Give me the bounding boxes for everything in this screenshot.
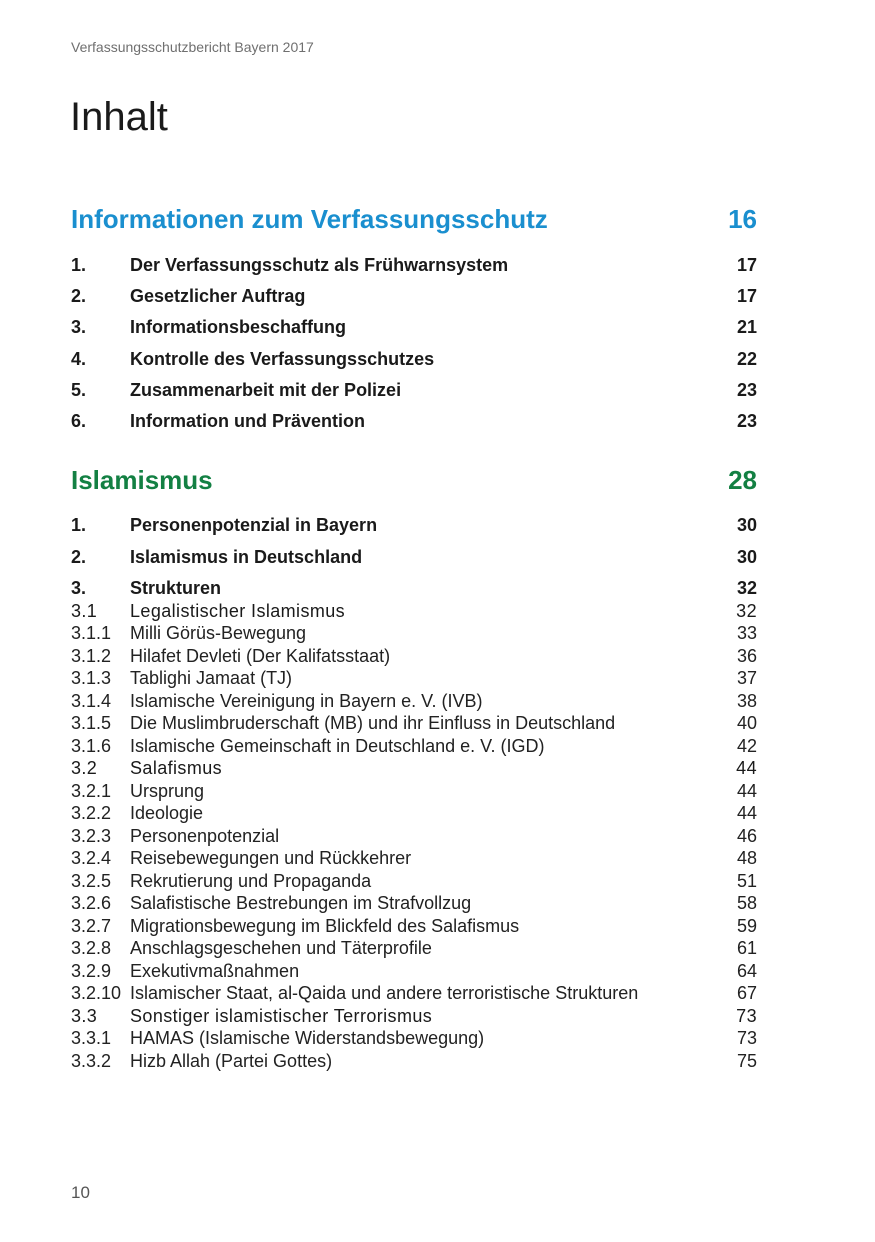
toc-entry-number: 3.1 (71, 601, 98, 621)
toc-entry-number: 3.1.4 (71, 691, 112, 711)
toc-entry-page: 33 (736, 623, 757, 643)
toc-entry[interactable] (71, 254, 757, 276)
toc-entry-number: 2. (71, 547, 87, 567)
toc-entry-number: 5. (71, 380, 87, 400)
section-title: Islamismus (71, 465, 213, 495)
toc-entry-number: 3.1.3 (71, 668, 112, 688)
toc-entry[interactable] (71, 645, 757, 667)
toc-entry[interactable] (71, 690, 757, 712)
toc-entry-page: 73 (736, 1028, 757, 1048)
toc-entry-title: Personenpotenzial (130, 826, 280, 846)
toc-entry-title: Der Verfassungsschutz als Frühwarnsystem (130, 255, 509, 275)
toc-entry-title: Islamismus in Deutschland (130, 547, 363, 567)
toc-entry-page: 59 (736, 916, 757, 936)
toc-entry-title: Anschlagsgeschehen und Täterprofile (130, 938, 432, 958)
toc-entry-page: 44 (736, 781, 757, 801)
toc-entry[interactable] (71, 1050, 757, 1072)
toc-entry-number: 3.1.2 (71, 646, 112, 666)
toc-entry[interactable] (71, 915, 757, 937)
toc-entry[interactable] (71, 316, 757, 338)
toc-entry-title: Personenpotenzial in Bayern (130, 515, 378, 535)
toc-entry-number: 3.2 (71, 758, 98, 778)
toc-entry-page: 75 (736, 1051, 757, 1071)
toc-entry-number: 4. (71, 349, 87, 369)
section-title: Informationen zum Verfassungsschutz (71, 204, 548, 234)
toc-entry-number: 2. (71, 286, 87, 306)
toc-entry-title: Islamischer Staat, al-Qaida und andere terroristische Strukturen (130, 983, 639, 1003)
toc-entry[interactable] (71, 735, 757, 757)
toc-entry-number: 3.3 (71, 1006, 98, 1026)
toc-entry-number: 3. (71, 317, 87, 337)
toc-entry[interactable] (71, 546, 757, 568)
toc-entry-number: 3.2.2 (71, 803, 112, 823)
toc-entry-title: Islamische Vereinigung in Bayern e. V. (IVB) (130, 691, 483, 711)
toc-entry-page: 61 (736, 938, 757, 958)
toc-entry-title: Rekrutierung und Propaganda (130, 871, 372, 891)
toc-entry-number: 3.3.1 (71, 1028, 112, 1048)
toc-entry-page: 38 (736, 691, 757, 711)
toc-entry-title: Salafistische Bestrebungen im Strafvollzug (130, 893, 472, 913)
toc-section-heading[interactable] (71, 464, 757, 496)
toc-entry[interactable] (71, 757, 757, 779)
toc-entry[interactable] (71, 379, 757, 401)
toc-entry-page: 23 (736, 380, 757, 400)
toc-entry-title: Hizb Allah (Partei Gottes) (130, 1051, 333, 1071)
toc-entry-page: 51 (736, 871, 757, 891)
toc-entry-page: 58 (736, 893, 757, 913)
running-head: Verfassungsschutzbericht Bayern 2017 (71, 39, 314, 55)
toc-entry[interactable] (71, 348, 757, 370)
toc-entry[interactable] (71, 892, 757, 914)
toc-entry-page: 44 (736, 803, 757, 823)
toc-entry[interactable] (71, 870, 757, 892)
toc-entry-title: Migrationsbewegung im Blickfeld des Salafismus (130, 916, 520, 936)
toc-entry-number: 1. (71, 515, 87, 535)
toc-entry-number: 3.3.2 (71, 1051, 112, 1071)
toc-entry-number: 3.1.5 (71, 713, 112, 733)
toc-entry-page: 30 (736, 515, 757, 535)
toc-entry-page: 48 (736, 848, 757, 868)
toc-entry-page: 42 (736, 736, 757, 756)
toc-entry[interactable] (71, 577, 757, 599)
toc-entry-title: Ideologie (130, 803, 204, 823)
toc-entry-page: 46 (736, 826, 757, 846)
toc-entry-number: 3.2.6 (71, 893, 112, 913)
section-page-number: 28 (728, 465, 757, 495)
toc-entry-page: 37 (736, 668, 757, 688)
toc-section-heading[interactable] (71, 203, 757, 235)
toc-entry[interactable] (71, 825, 757, 847)
toc-entry[interactable] (71, 667, 757, 689)
toc-entry[interactable] (71, 410, 757, 432)
toc-entry[interactable] (71, 514, 757, 536)
toc-entry-page: 67 (736, 983, 757, 1003)
toc-entry-page: 73 (736, 1006, 757, 1026)
toc-entry-page: 21 (736, 317, 757, 337)
toc-entry[interactable] (71, 1005, 757, 1027)
toc-entry-page: 22 (736, 349, 757, 369)
toc-entry[interactable] (71, 780, 757, 802)
toc-entry-number: 3.2.1 (71, 781, 112, 801)
toc-entry-title: Kontrolle des Verfassungsschutzes (130, 349, 435, 369)
toc-entry-number: 6. (71, 411, 87, 431)
toc-entry-page: 44 (736, 758, 757, 778)
toc-entry-number: 3.2.5 (71, 871, 112, 891)
toc-entry-title: Sonstiger islamistischer Terrorismus (130, 1006, 433, 1026)
toc-entry-title: Reisebewegungen und Rückkehrer (130, 848, 412, 868)
toc-entry-title: Hilafet Devleti (Der Kalifatsstaat) (130, 646, 391, 666)
toc-entry[interactable] (71, 802, 757, 824)
toc-entry[interactable] (71, 847, 757, 869)
toc-entry[interactable] (71, 622, 757, 644)
toc-entry[interactable] (71, 1027, 757, 1049)
toc-entry-title: Islamische Gemeinschaft in Deutschland e. V. (IGD) (130, 736, 545, 756)
toc-entry-number: 3.2.8 (71, 938, 112, 958)
toc-entry-page: 17 (736, 286, 757, 306)
toc-entry[interactable] (71, 712, 757, 734)
toc-entry[interactable] (71, 982, 757, 1004)
toc-entry-title: Die Muslimbruderschaft (MB) und ihr Einfluss in Deutschland (130, 713, 616, 733)
toc-entry[interactable] (71, 937, 757, 959)
toc-entry-number: 3.1.6 (71, 736, 112, 756)
page-number: 10 (71, 1183, 90, 1202)
toc-entry-title: Strukturen (130, 578, 222, 598)
toc-entry-page: 30 (736, 547, 757, 567)
toc-entry-title: HAMAS (Islamische Widerstandsbewegung) (130, 1028, 485, 1048)
toc-entry-number: 3. (71, 578, 87, 598)
toc-entry[interactable] (71, 960, 757, 982)
toc-entry-number: 3.2.7 (71, 916, 112, 936)
toc-entry-title: Milli Görüs-Bewegung (130, 623, 307, 643)
toc-entry-page: 36 (736, 646, 757, 666)
toc-entry-number: 3.2.9 (71, 961, 112, 981)
toc-entry-title: Zusammenarbeit mit der Polizei (130, 380, 402, 400)
toc-entry-title: Informationsbeschaffung (130, 317, 347, 337)
toc-entry-page: 32 (736, 578, 757, 598)
section-page-number: 16 (728, 204, 757, 234)
toc-entry-title: Legalistischer Islamismus (130, 601, 346, 621)
toc-entry[interactable] (71, 285, 757, 307)
toc-entry-page: 17 (736, 255, 757, 275)
toc-entry-number: 3.2.10 (71, 983, 122, 1003)
toc-entry-title: Exekutivmaßnahmen (130, 961, 300, 981)
toc-entry-title: Tablighi Jamaat (TJ) (130, 668, 293, 688)
toc-entry-page: 40 (736, 713, 757, 733)
toc-entry-page: 32 (736, 601, 757, 621)
toc-entry-title: Ursprung (130, 781, 205, 801)
toc-entry-page: 23 (736, 411, 757, 431)
page-title: Inhalt (70, 95, 168, 139)
toc-entry-number: 3.2.4 (71, 848, 112, 868)
toc-entry-number: 3.1.1 (71, 623, 112, 643)
toc-entry-title: Gesetzlicher Auftrag (130, 286, 306, 306)
toc-entry-number: 1. (71, 255, 87, 275)
toc-entry-title: Information und Prävention (130, 411, 366, 431)
toc-entry[interactable] (71, 600, 757, 622)
toc-entry-number: 3.2.3 (71, 826, 112, 846)
toc-entry-title: Salafismus (130, 758, 223, 778)
toc-entry-page: 64 (736, 961, 757, 981)
